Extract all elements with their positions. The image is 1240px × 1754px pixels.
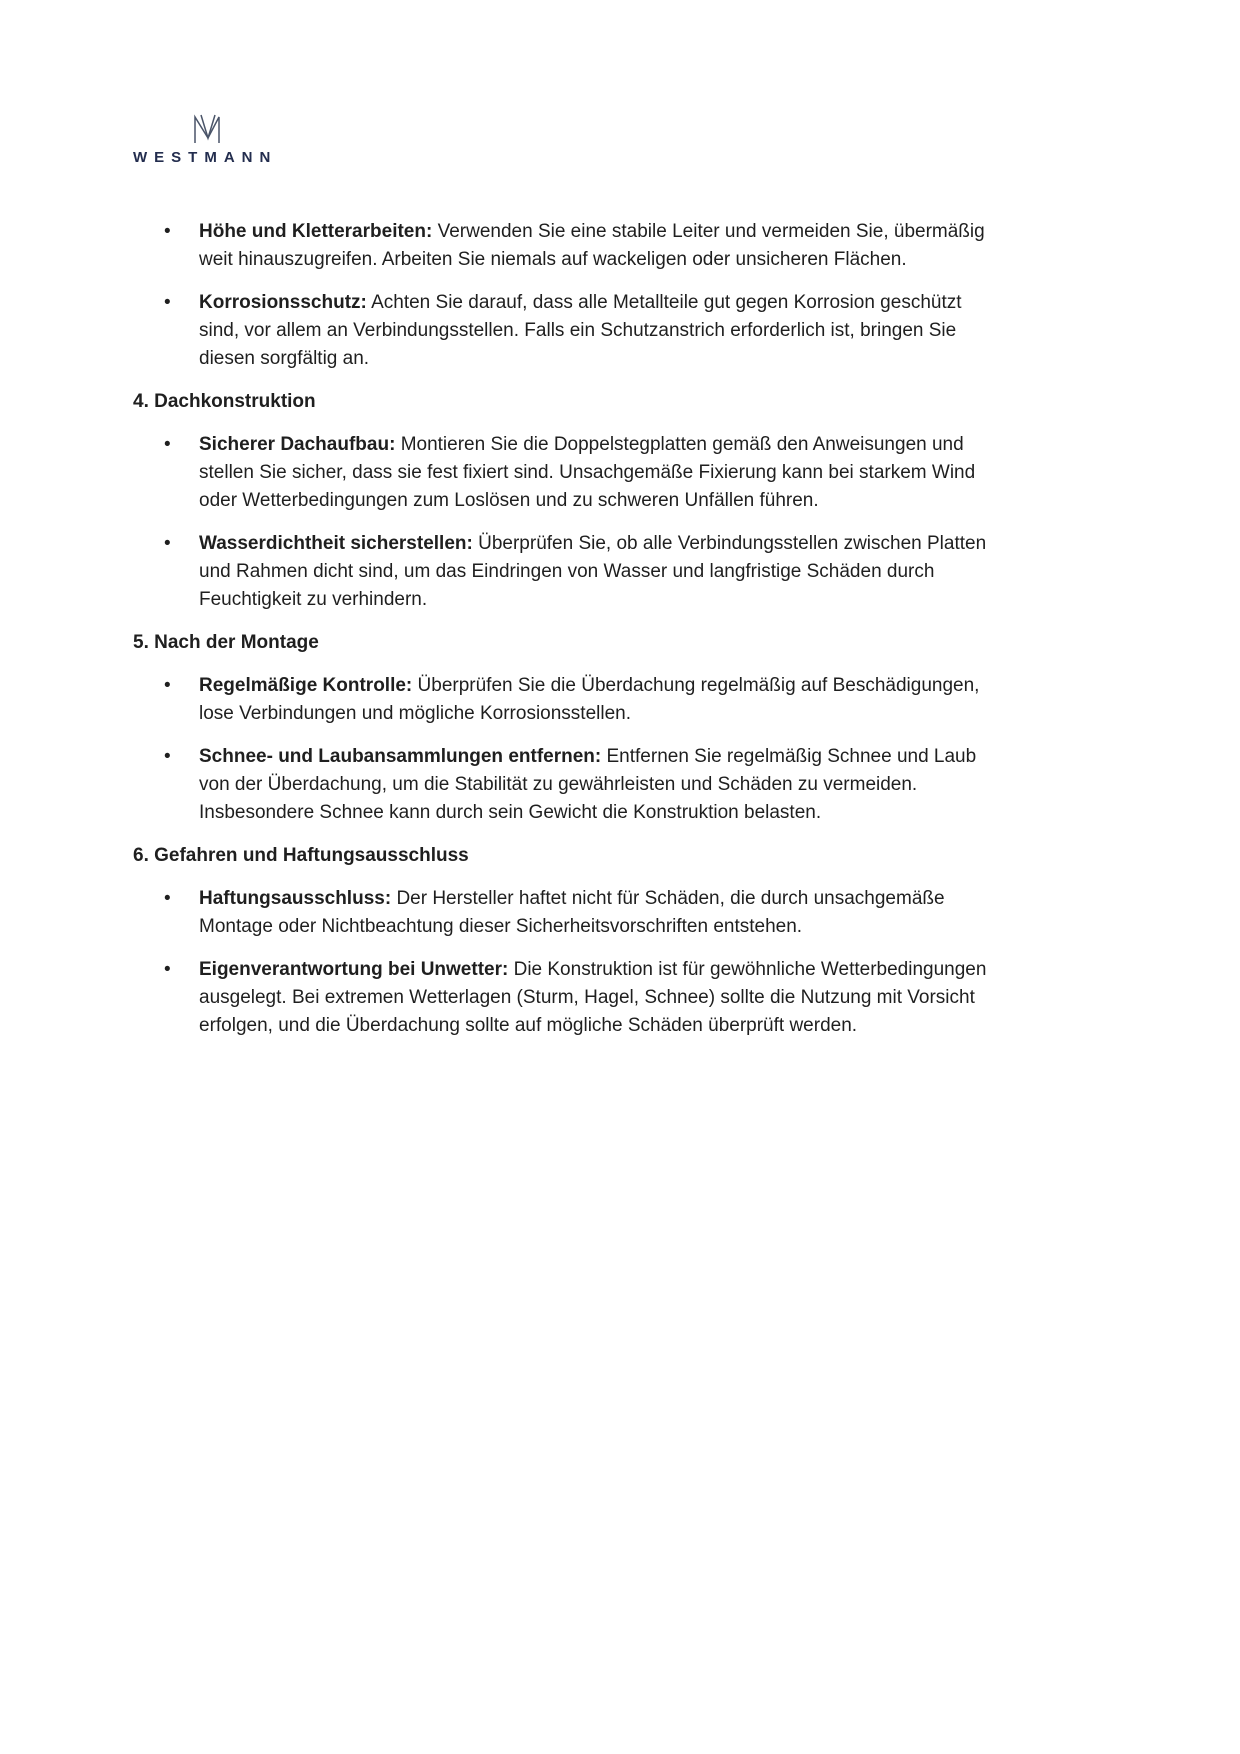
bullet-text: Überprüfen Sie, ob alle Verbindungsstellen zwischen Platten und Rahmen dicht sind, um das Eindringen von Wasser und langfristige Schäden durch Feuchtigkeit zu verhindern. [199,533,987,610]
brand-name: WESTMANN [133,149,278,166]
document-body [133,218,1005,1055]
bullet-marker-icon: • [164,434,171,455]
bullet-text: Die Konstruktion ist für gewöhnliche Wetterbedingungen ausgelegt. Bei extremen Wetterlagen (Sturm, Hagel, Schnee) sollte die Nutzung mit Vorsicht erfolgen, und die Überdachung sollte auf mögliche Schäden überprüft werden. [199,959,987,1036]
bullet-text: Der Hersteller haftet nicht für Schäden, die durch unsachgemäße Montage oder Nichtbeachtung dieser Sicherheitsvorschriften entstehen. [199,888,945,937]
bullet-list [133,431,1005,614]
bullet-marker-icon: • [164,675,171,696]
list-item [133,956,999,1040]
bullet-lead: Eigenverantwortung bei Unwetter: [199,959,509,980]
bullet-lead: Wasserdichtheit sicherstellen: [199,533,473,554]
westmann-monogram-icon [187,110,223,146]
bullet-text: Montieren Sie die Doppelstegplatten gemäß den Anweisungen und stellen Sie sicher, dass sie fest fixiert sind. Unsachgemäße Fixierung kann bei starkem Wind oder Wetterbedingungen zum Loslösen und zu schweren Unfällen führen. [199,434,976,511]
bullet-lead: Höhe und Kletterarbeiten: [199,221,433,242]
list-item [133,885,999,941]
westmann-logo [133,110,277,166]
bullet-text: Überprüfen Sie die Überdachung regelmäßig auf Beschädigungen, lose Verbindungen und mögliche Korrosionsstellen. [199,675,980,724]
bullet-marker-icon: • [164,221,171,242]
bullet-text: Verwenden Sie eine stabile Leiter und vermeiden Sie, übermäßig weit hinauszugreifen. Arbeiten Sie niemals auf wackeligen oder unsicheren Flächen. [199,221,985,270]
bullet-lead: Sicherer Dachaufbau: [199,434,396,455]
list-item [133,218,999,274]
list-item [133,743,999,827]
bullet-marker-icon: • [164,888,171,909]
section-heading: 5. Nach der Montage [133,632,319,653]
section-heading: 4. Dachkonstruktion [133,391,316,412]
bullet-text: Achten Sie darauf, dass alle Metallteile gut gegen Korrosion geschützt sind, vor allem an Verbindungsstellen. Falls ein Schutzanstrich erforderlich ist, bringen Sie diesen sorgfältig an. [199,292,962,369]
list-item [133,672,999,728]
list-item [133,289,999,373]
bullet-marker-icon: • [164,746,171,767]
bullet-marker-icon: • [164,959,171,980]
bullet-text: Entfernen Sie regelmäßig Schnee und Laub von der Überdachung, um die Stabilität zu gewährleisten und Schäden zu vermeiden. Insbesondere Schnee kann durch sein Gewicht die Konstruktion belasten. [199,746,977,823]
bullet-lead: Korrosionsschutz: [199,292,367,313]
bullet-list [133,218,1005,373]
bullet-marker-icon: • [164,292,171,313]
bullet-lead: Regelmäßige Kontrolle: [199,675,413,696]
list-item [133,530,999,614]
bullet-list [133,885,1005,1040]
list-item [133,431,999,515]
bullet-marker-icon: • [164,533,171,554]
bullet-lead: Haftungsausschluss: [199,888,392,909]
bullet-lead: Schnee- und Laubansammlungen entfernen: [199,746,602,767]
bullet-list [133,672,1005,827]
section-heading: 6. Gefahren und Haftungsausschluss [133,845,469,866]
